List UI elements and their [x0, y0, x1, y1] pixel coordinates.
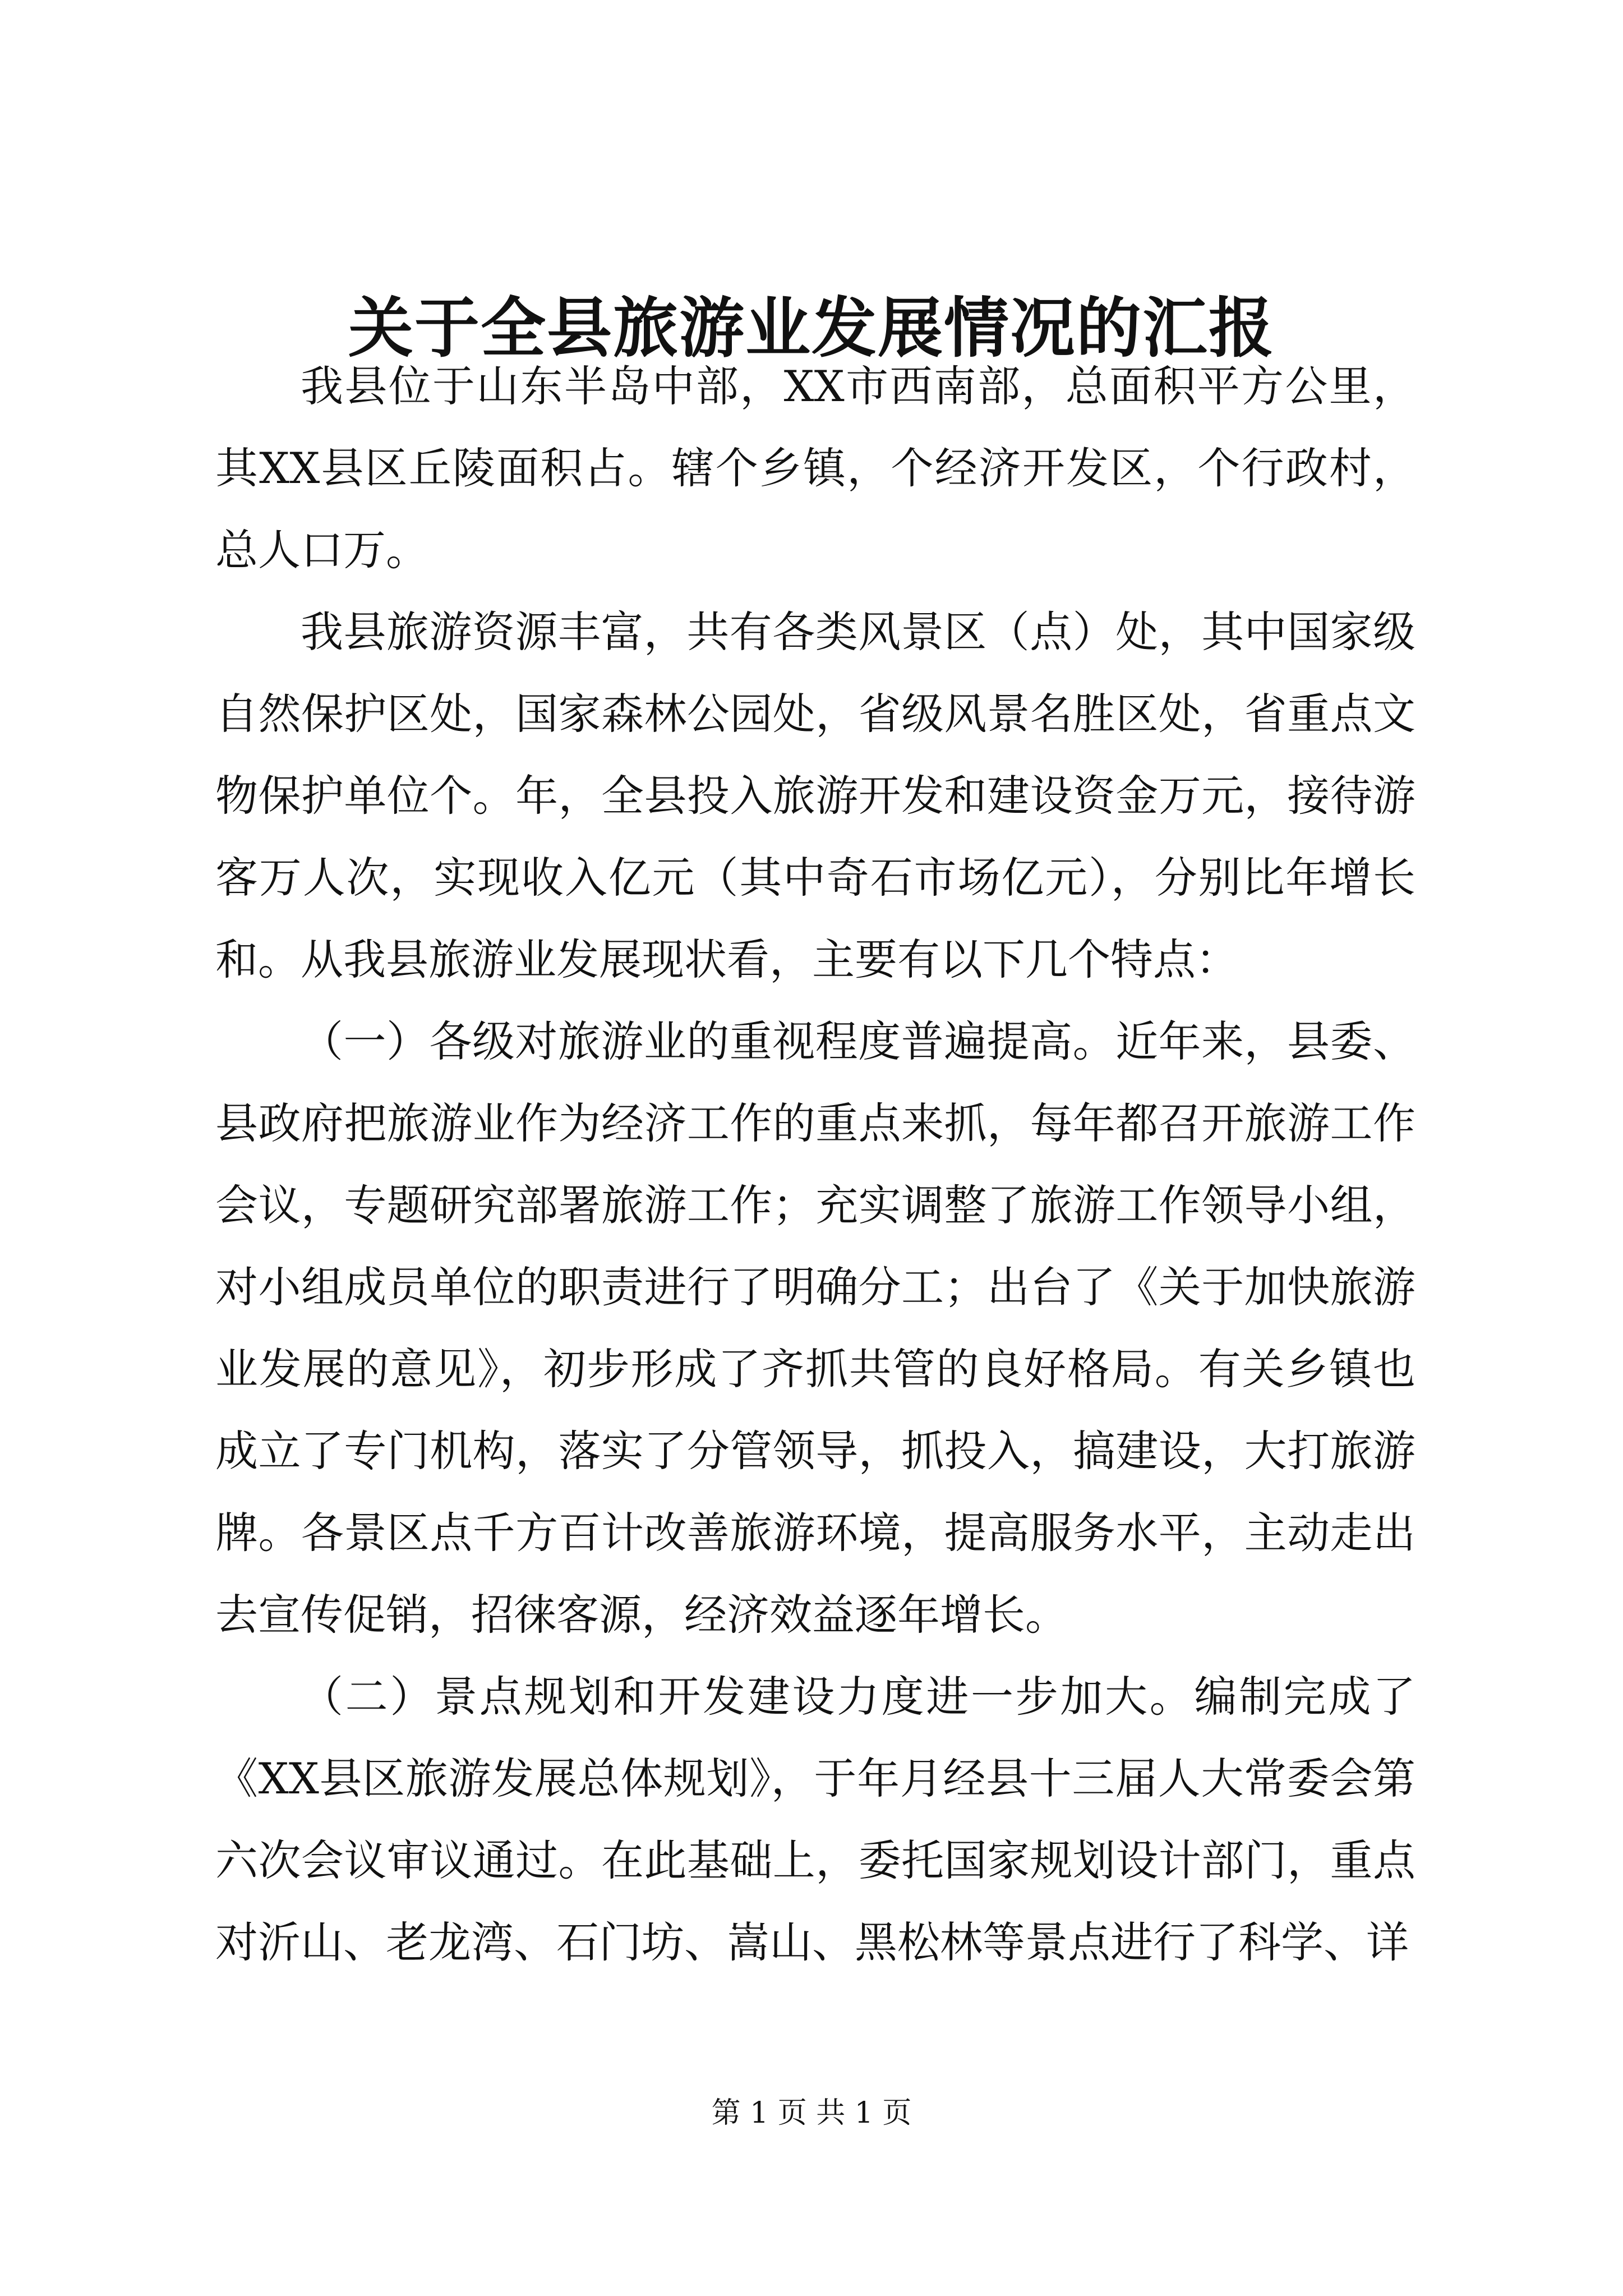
page-footer: 第 1 页 共 1 页 — [711, 2096, 912, 2130]
paragraph-2: 我县旅游资源丰富，共有各类风景区（点）处，其中国家级自然保护区处，国家森林公园处，省级风景名胜区处，省重点文物保护单位个。年，全县投入旅游开发和建设资金万元，接待游客万人次，实现收入亿元（其中奇石市场亿元），分别比年增长和。从我县旅游业发展现状看，主要有以下几个特点： — [215, 607, 1415, 984]
document-body — [215, 346, 1415, 1984]
document-title: 关于全县旅游业发展情况的汇报 — [348, 290, 1275, 366]
paragraph-4: （二）景点规划和开发建设力度进一步加大。编制完成了《XX县区旅游发展总体规划》，于年月经县十三届人大常委会第六次会议审议通过。在此基础上，委托国家规划设计部门，重点对沂山、老龙湾、石门坊、嵩山、黑松林等景点进行了科学、详 — [215, 1672, 1415, 1967]
paragraph-3: （一）各级对旅游业的重视程度普遍提高。近年来，县委、县政府把旅游业作为经济工作的重点来抓，每年都召开旅游工作会议，专题研究部署旅游工作；充实调整了旅游工作领导小组，对小组成员单位的职责进行了明确分工；出台了《关于加快旅游业发展的意见》，初步形成了齐抓共管的良好格局。有关乡镇也成立了专门机构，落实了分管领导，抓投入，搞建设，大打旅游牌。各景区点千方百计改善旅游环境，提高服务水平，主动走出去宣传促销，招徕客源，经济效益逐年增长。 — [215, 1016, 1415, 1640]
paragraph-1: 我县位于山东半岛中部，XX市西南部，总面积平方公里，其XX县区丘陵面积占。辖个乡镇，个经济开发区，个行政村，总人口万。 — [215, 361, 1415, 575]
